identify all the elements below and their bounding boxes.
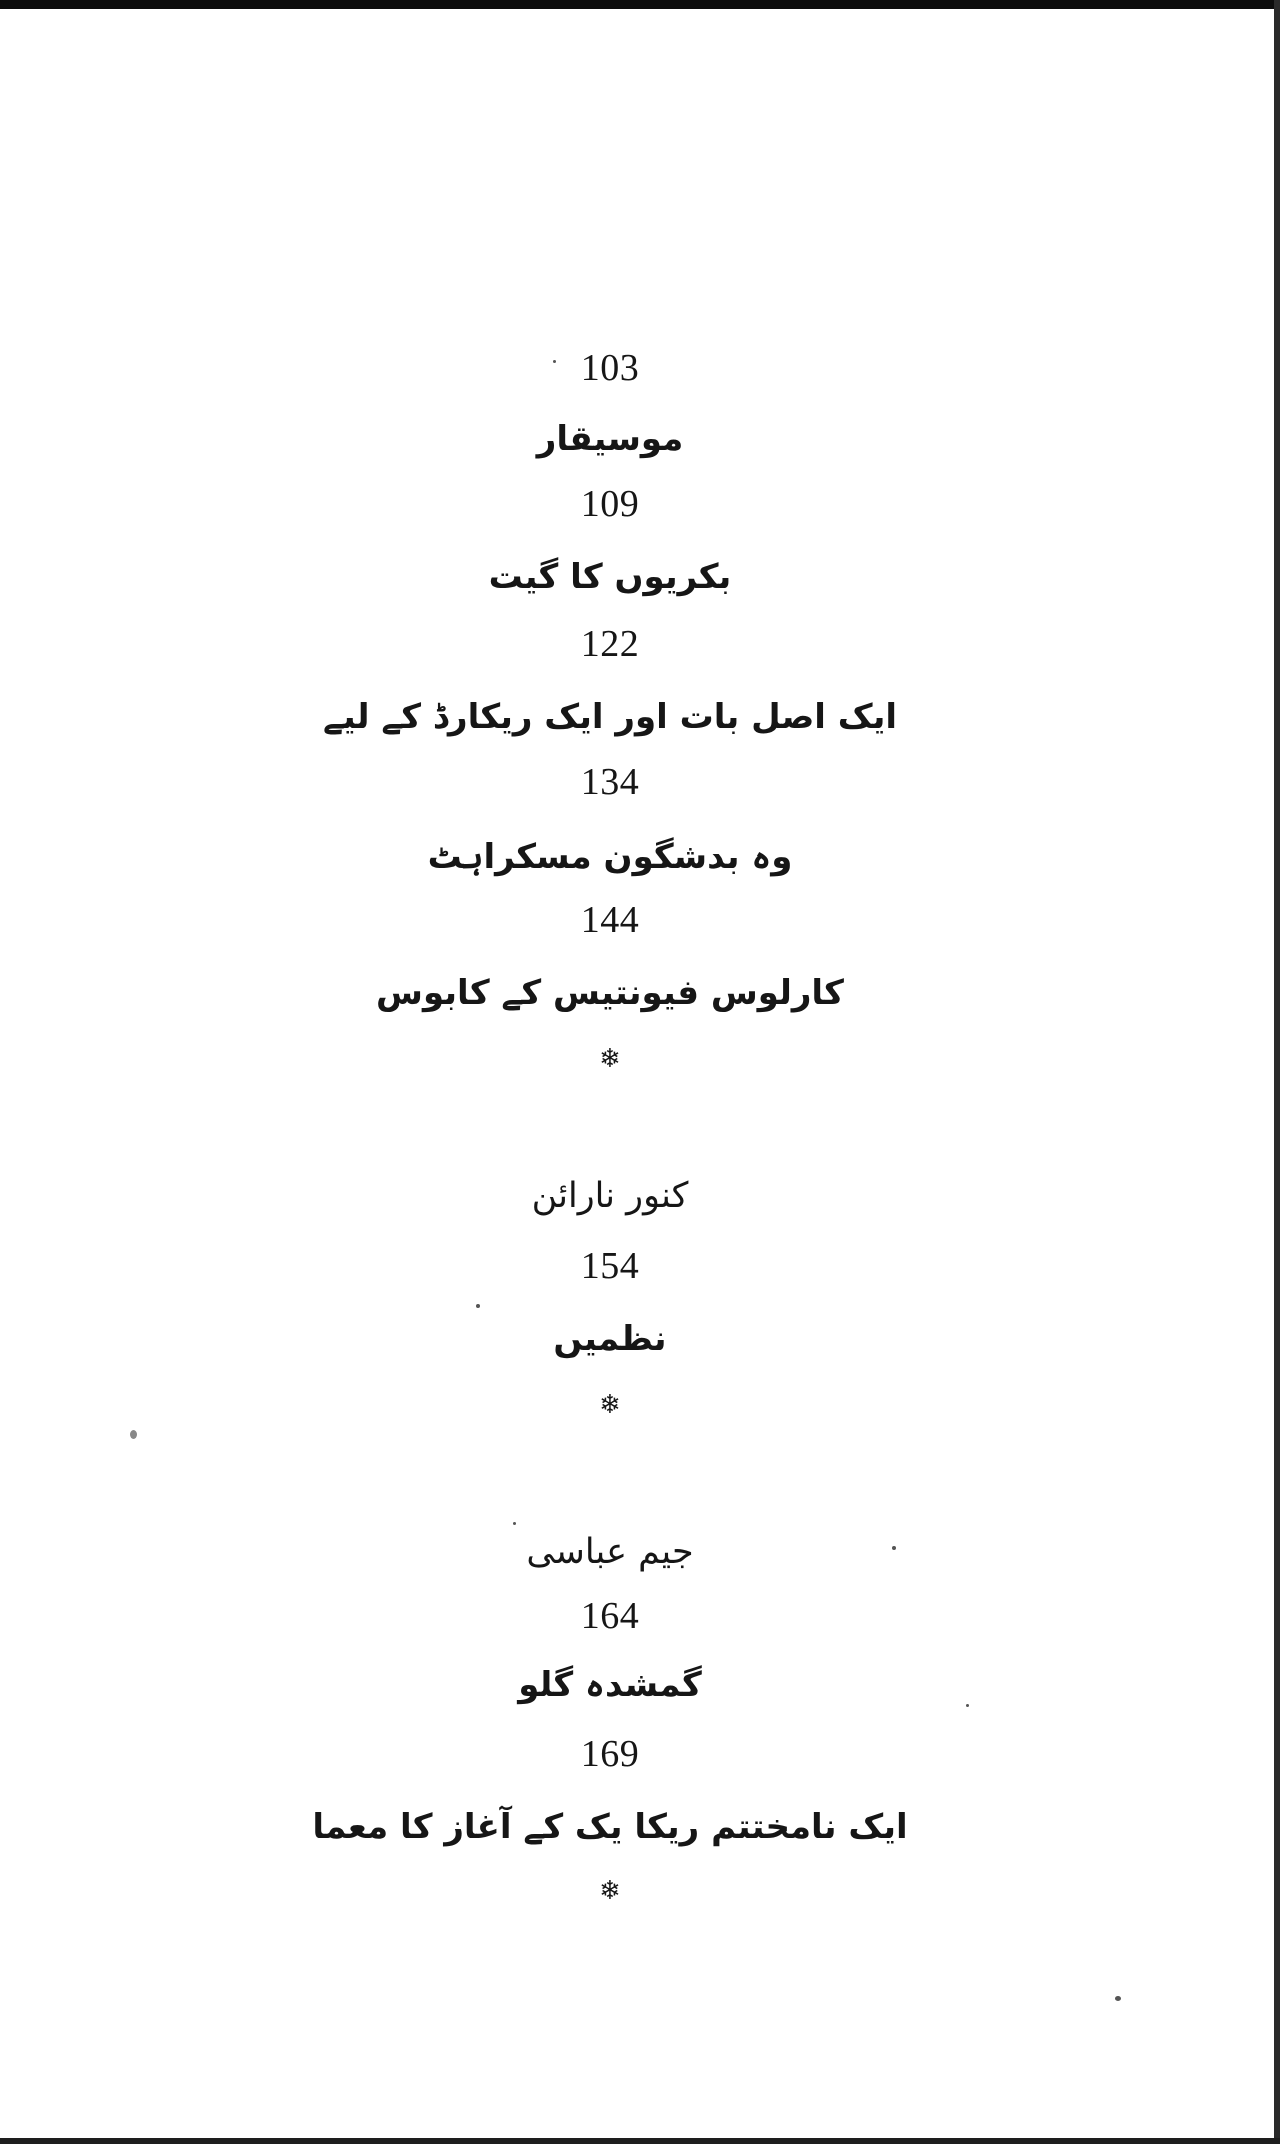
scan-border-bottom <box>0 2138 1280 2144</box>
section-author: کنور نارائن <box>531 1176 689 1216</box>
page-number: 164 <box>580 1595 640 1637</box>
entry-title: ایک نامختتم ریکا یک کے آغاز کا معما <box>312 1807 908 1847</box>
page-number: 169 <box>580 1733 640 1775</box>
entry-title: وہ بدشگون مسکراہٹ <box>427 837 793 877</box>
scan-speck <box>130 1430 137 1439</box>
scan-speck <box>513 1522 516 1525</box>
scan-speck <box>1115 1996 1121 2001</box>
entry-title: گمشدہ گلو <box>518 1665 702 1705</box>
entry-title: موسیقار <box>536 419 684 459</box>
page-number: 109 <box>580 483 640 525</box>
page-number: 154 <box>580 1245 640 1287</box>
entry-title: ایک اصل بات اور ایک ریکارڈ کے لیے <box>322 697 898 737</box>
page-number: 122 <box>580 623 640 665</box>
page-number: 103 <box>580 347 640 389</box>
page-number: 144 <box>580 899 640 941</box>
section-author: جیم عباسی <box>526 1532 694 1572</box>
page-number: 134 <box>580 761 640 803</box>
ornament-icon: ❄ <box>599 1876 621 1906</box>
scan-border-top <box>0 0 1280 9</box>
scan-speck <box>476 1304 480 1308</box>
scan-speck <box>966 1704 969 1707</box>
ornament-icon: ❄ <box>599 1044 621 1074</box>
entry-title: نظمیں <box>553 1319 667 1359</box>
entry-title: کارلوس فیونتیس کے کابوس <box>376 973 844 1013</box>
ornament-icon: ❄ <box>599 1390 621 1420</box>
entry-title: بکریوں کا گیت <box>488 557 732 597</box>
scan-border-right <box>1274 0 1280 2144</box>
